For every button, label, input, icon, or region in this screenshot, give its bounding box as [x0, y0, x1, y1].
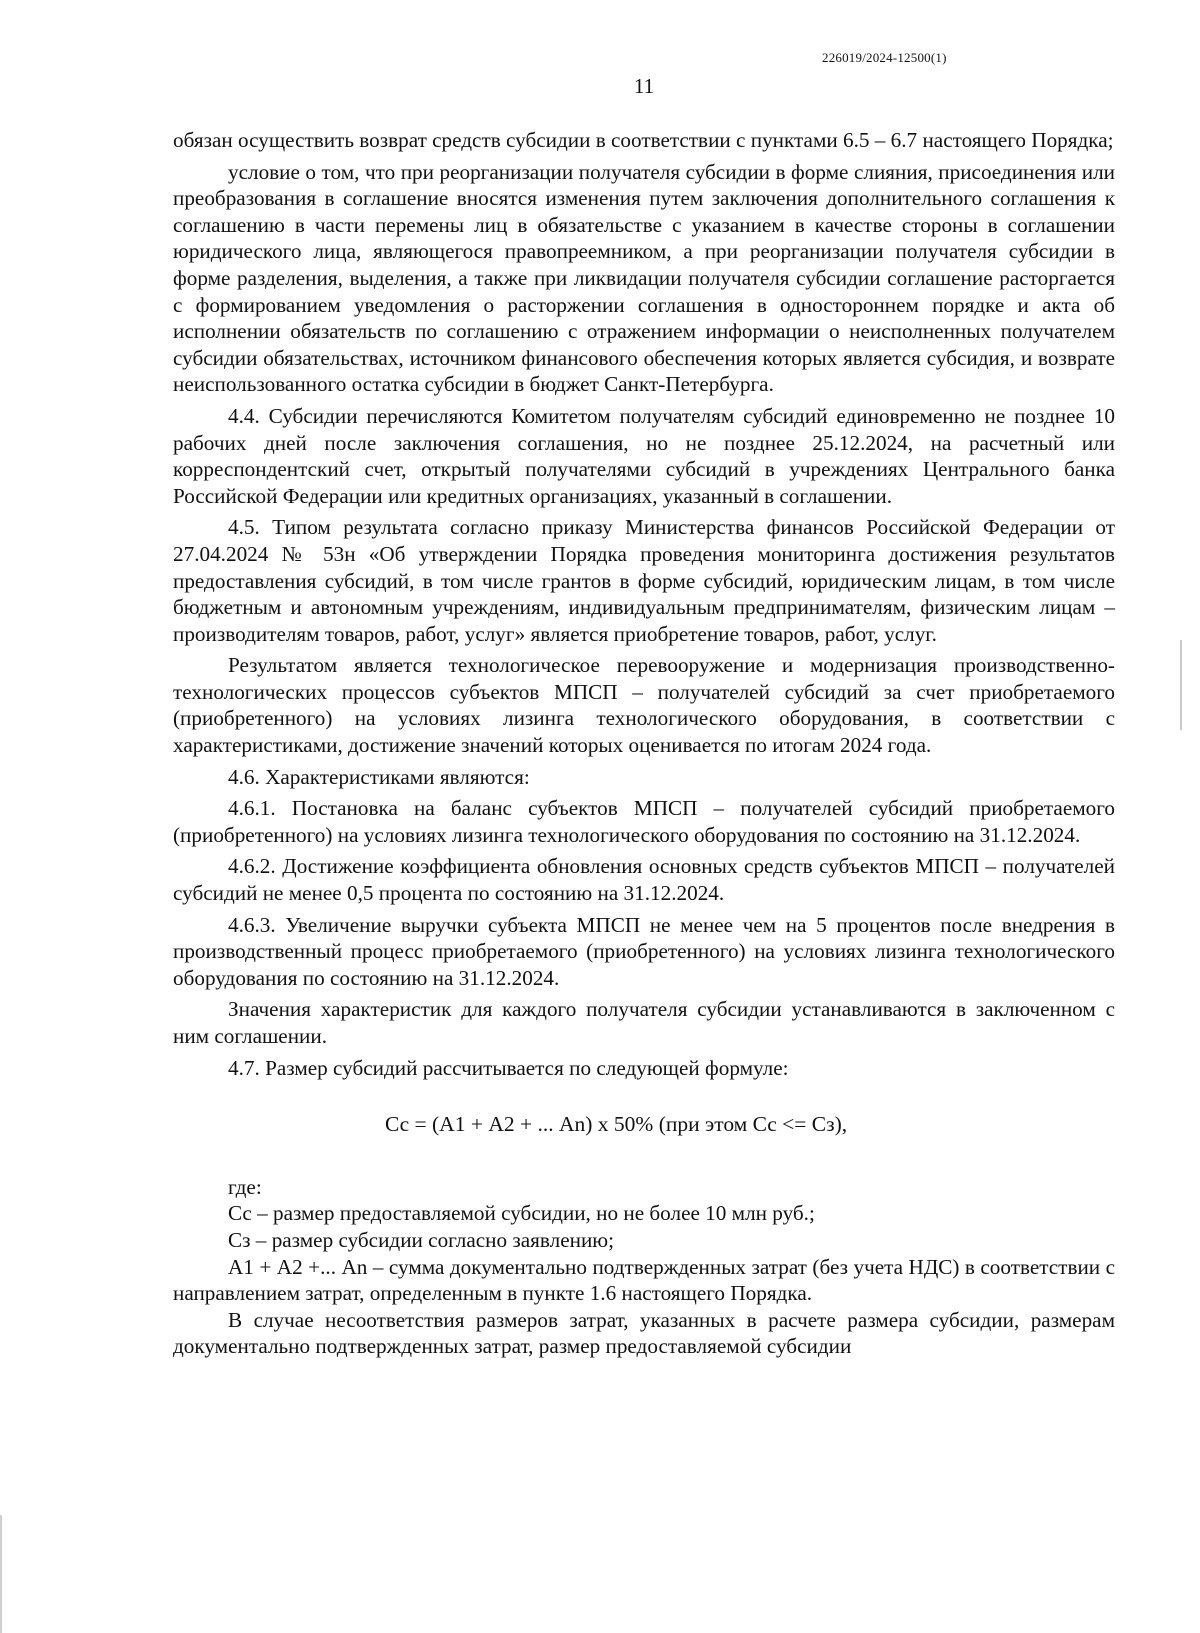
scan-artifact-line-bottom	[0, 1515, 2, 1633]
paragraph-reorganization-condition: условие о том, что при реорганизации получателя субсидии в форме слияния, присоединения или преобразования в соглашение вносятся изменения путем заключения дополнительного соглашения к соглашению в части перемены лиц в обязательстве с указанием в качестве стороны в соглашении юридического лица, являющегося правопреемником, а при реорганизации получателя субсидии в форме разделения, выделения, а также при ликвидации получателя субсидии соглашение расторгается с формированием уведомления о расторжении соглашения в одностороннем порядке и акта об исполнении обязательств по соглашению с отражением информации о неисполненных получателем субсидии обязательствах, источником финансового обеспечения которых является субсидия, и возврате неиспользованного остатка субсидии в бюджет Санкт-Петербурга.	[173, 159, 1115, 397]
definition-a-sum: А1 + А2 +... Аn – сумма документально подтвержденных затрат (без учета НДС) в соответствии с направлением затрат, определенным в пункте 1.6 настоящего Порядка.	[173, 1254, 1115, 1306]
paragraph-return-obligation: обязан осуществить возврат средств субсидии в соответствии с пунктами 6.5 – 6.7 настоящего Порядка;	[173, 128, 1114, 152]
paragraph-4-6-2: 4.6.2. Достижение коэффициента обновления основных средств субъектов МПСП – получателей субсидий не менее 0,5 процента по состоянию на 31.12.2024.	[173, 854, 1115, 906]
definition-cz: Сз – размер субсидии согласно заявлению;	[228, 1227, 615, 1252]
definition-cc: Сс – размер предоставляемой субсидии, но не более 10 млн руб.;	[228, 1201, 815, 1226]
document-body	[173, 127, 1115, 1360]
subsidy-formula: Сс = (А1 + А2 + ... Аn) х 50% (при этом Сс <= Сз),	[385, 1112, 848, 1137]
paragraph-4-6: 4.6. Характеристиками являются:	[228, 764, 530, 789]
paragraph-4-6-3: 4.6.3. Увеличение выручки субъекта МПСП не менее чем на 5 процентов после внедрения в производственный процесс приобретаемого (приобретенного) на условиях лизинга технологического оборудования по состоянию на 31.12.2024.	[173, 912, 1115, 990]
paragraph-4-7: 4.7. Размер субсидий рассчитывается по следующей формуле:	[228, 1055, 789, 1080]
formula-where-label: где:	[228, 1174, 262, 1199]
paragraph-4-4: 4.4. Субсидии перечисляются Комитетом получателям субсидий единовременно не позднее 10 рабочих дней после заключения соглашения, но не позднее 25.12.2024, на расчетный или корреспондентский счет, открытый получателями субсидий в учреждениях Центрального банка Российской Федерации или кредитных организациях, указанный в соглашении.	[173, 403, 1115, 508]
document-registration-number: 226019/2024-12500(1)	[822, 50, 947, 65]
scan-artifact-line	[1180, 640, 1182, 730]
paragraph-4-6-1: 4.6.1. Постановка на баланс субъектов МПСП – получателей субсидий приобретаемого (приобретенного) на условиях лизинга технологического оборудования по состоянию на 31.12.2024.	[173, 796, 1115, 847]
paragraph-4-5: 4.5. Типом результата согласно приказу Министерства финансов Российской Федерации от 27.04.2024 № 53н «Об утверждении Порядка проведения мониторинга достижения результатов предоставления субсидий, в том числе грантов в форме субсидий, юридическим лицам, в том числе бюджетным и автономным учреждениям, индивидуальным предпринимателям, физическим лицам – производителям товаров, работ, услуг» является приобретение товаров, работ, услуг.	[173, 515, 1115, 646]
page-number: 11	[633, 74, 655, 98]
paragraph-cost-mismatch: В случае несоответствия размеров затрат, указанных в расчете размера субсидии, размерам документально подтвержденных затрат, размер предоставляемой субсидии	[173, 1307, 1115, 1359]
paragraph-result: Результатом является технологическое перевооружение и модернизация производственно-технологических процессов субъектов МПСП – получателей субсидий за счет приобретаемого (приобретенного) на условиях лизинга технологического оборудования, в соответствии с характеристиками, достижение значений которых оценивается по итогам 2024 года.	[173, 653, 1115, 758]
paragraph-characteristic-values: Значения характеристик для каждого получателя субсидии устанавливаются в заключенном с ним соглашении.	[173, 997, 1115, 1048]
